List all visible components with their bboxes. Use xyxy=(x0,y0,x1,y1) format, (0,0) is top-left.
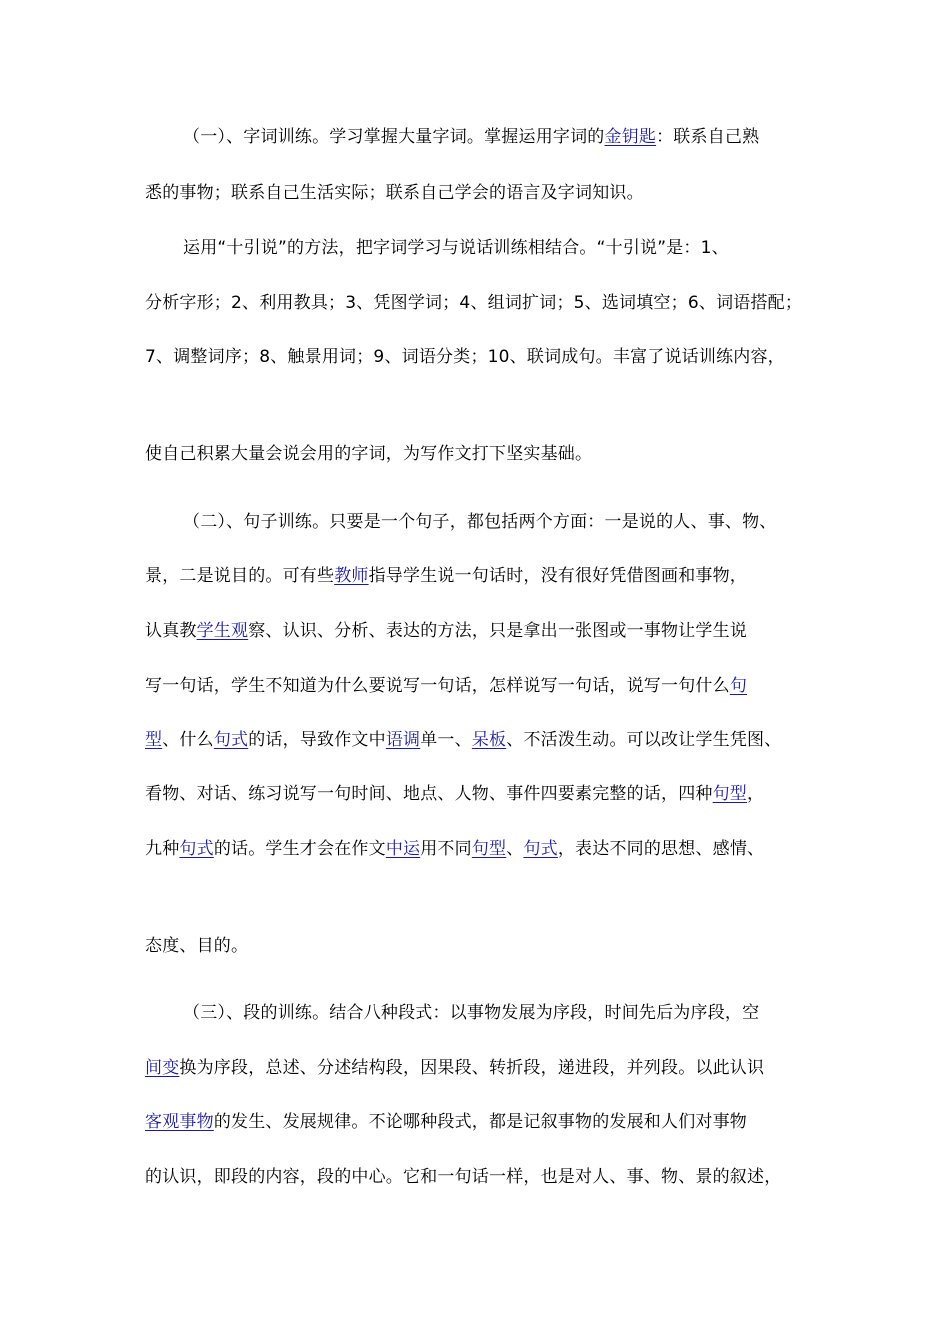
text: 单一、 xyxy=(420,730,472,750)
section2-line3 xyxy=(145,619,747,643)
text: 察、认识、分析、表达的方法，只是拿出一张图或一事物让学生说 xyxy=(248,621,748,641)
section2-line7 xyxy=(145,837,764,861)
link-ju-xing-part2[interactable]: 型 xyxy=(145,730,163,750)
link-ju-xing-part1[interactable]: 句 xyxy=(729,676,748,696)
text: 认真教 xyxy=(145,621,197,641)
link-ju-xing[interactable]: 句型 xyxy=(712,784,748,804)
link-ju-shi[interactable]: 句式 xyxy=(523,839,558,859)
text: ， xyxy=(747,784,765,804)
link-dai-ban[interactable]: 呆板 xyxy=(471,730,507,750)
text: 指导学生说一句话时，没有很好凭借图画和事物， xyxy=(368,566,748,586)
link-yu-diao[interactable]: 语调 xyxy=(385,730,421,750)
text: 的话，导致作文中 xyxy=(248,730,386,750)
section1-line5: 7、调整词序；8、触景用词；9、词语分类；10、联词成句。丰富了说话训练内容， xyxy=(145,347,785,367)
text: 、 xyxy=(506,839,524,859)
section3-line1: （三）、段的训练。结合八种段式：以事物发展为序段，时间先后为序段，空 xyxy=(183,1003,760,1023)
text: （一）、字词训练。学习掌握大量字词。掌握运用字词的 xyxy=(183,127,605,147)
section1-line3: 运用“十引说”的方法，把字词学习与说话训练相结合。“十引说”是：1、 xyxy=(183,238,729,258)
text: ，表达不同的思想、感情、 xyxy=(557,839,765,859)
section2-line1: （二）、句子训练。只要是一个句子，都包括两个方面：一是说的人、事、物、 xyxy=(183,512,777,532)
text: ：联系自己熟 xyxy=(656,127,760,147)
text: 的话。学生才会在作文 xyxy=(213,839,386,859)
section3-line2 xyxy=(145,1056,764,1080)
section2-line2 xyxy=(145,564,747,588)
section2-line8: 态度、目的。 xyxy=(145,936,249,956)
section2-line6 xyxy=(145,782,764,806)
text: 换为序段，总述、分述结构段，因果段、转折段，递进段，并列段。以此认识 xyxy=(179,1058,765,1078)
link-jian-bian[interactable]: 间变 xyxy=(145,1058,180,1078)
section2-line5 xyxy=(145,728,781,752)
text: 景，二是说目的。可有些 xyxy=(145,566,335,586)
text: 、什么 xyxy=(162,730,214,750)
link-ju-shi[interactable]: 句式 xyxy=(179,839,214,859)
section1-line2: 悉的事物；联系自己生活实际；联系自己学会的语言及字词知识。 xyxy=(145,183,644,203)
text: 用不同 xyxy=(420,839,472,859)
section2-line4 xyxy=(145,674,747,698)
link-ju-xing[interactable]: 句型 xyxy=(471,839,507,859)
link-jin-yao-shi[interactable]: 金钥匙 xyxy=(604,127,657,147)
text: 的发生、发展规律。不论哪种段式，都是记叙事物的发展和人们对事物 xyxy=(213,1112,748,1132)
section1-line4: 分析字形；2、利用教具；3、凭图学词；4、组词扩词；5、选词填空；6、词语搭配； xyxy=(145,293,803,313)
text: 、不活泼生动。可以改让学生凭图、 xyxy=(506,730,782,750)
section3-line4: 的认识，即段的内容，段的中心。它和一句话一样，也是对人、事、物、景的叙述， xyxy=(145,1167,782,1187)
text: 看物、对话、练习说写一句时间、地点、人物、事件四要素完整的话，四种 xyxy=(145,784,713,804)
section1-line6: 使自己积累大量会说会用的字词，为写作文打下坚实基础。 xyxy=(145,444,593,464)
link-ju-shi[interactable]: 句式 xyxy=(213,730,249,750)
section3-line3 xyxy=(145,1110,747,1134)
section1-line1 xyxy=(183,125,759,149)
link-ke-guan-shi-wu[interactable]: 客观事物 xyxy=(145,1112,214,1132)
link-xue-sheng-guan[interactable]: 学生观 xyxy=(196,621,249,641)
text: 九种 xyxy=(145,839,180,859)
link-zhong-yun[interactable]: 中运 xyxy=(385,839,421,859)
text: 写一句话，学生不知道为什么要说写一句话，怎样说写一句话，说写一句什么 xyxy=(145,676,730,696)
link-jiao-shi[interactable]: 教师 xyxy=(334,566,369,586)
